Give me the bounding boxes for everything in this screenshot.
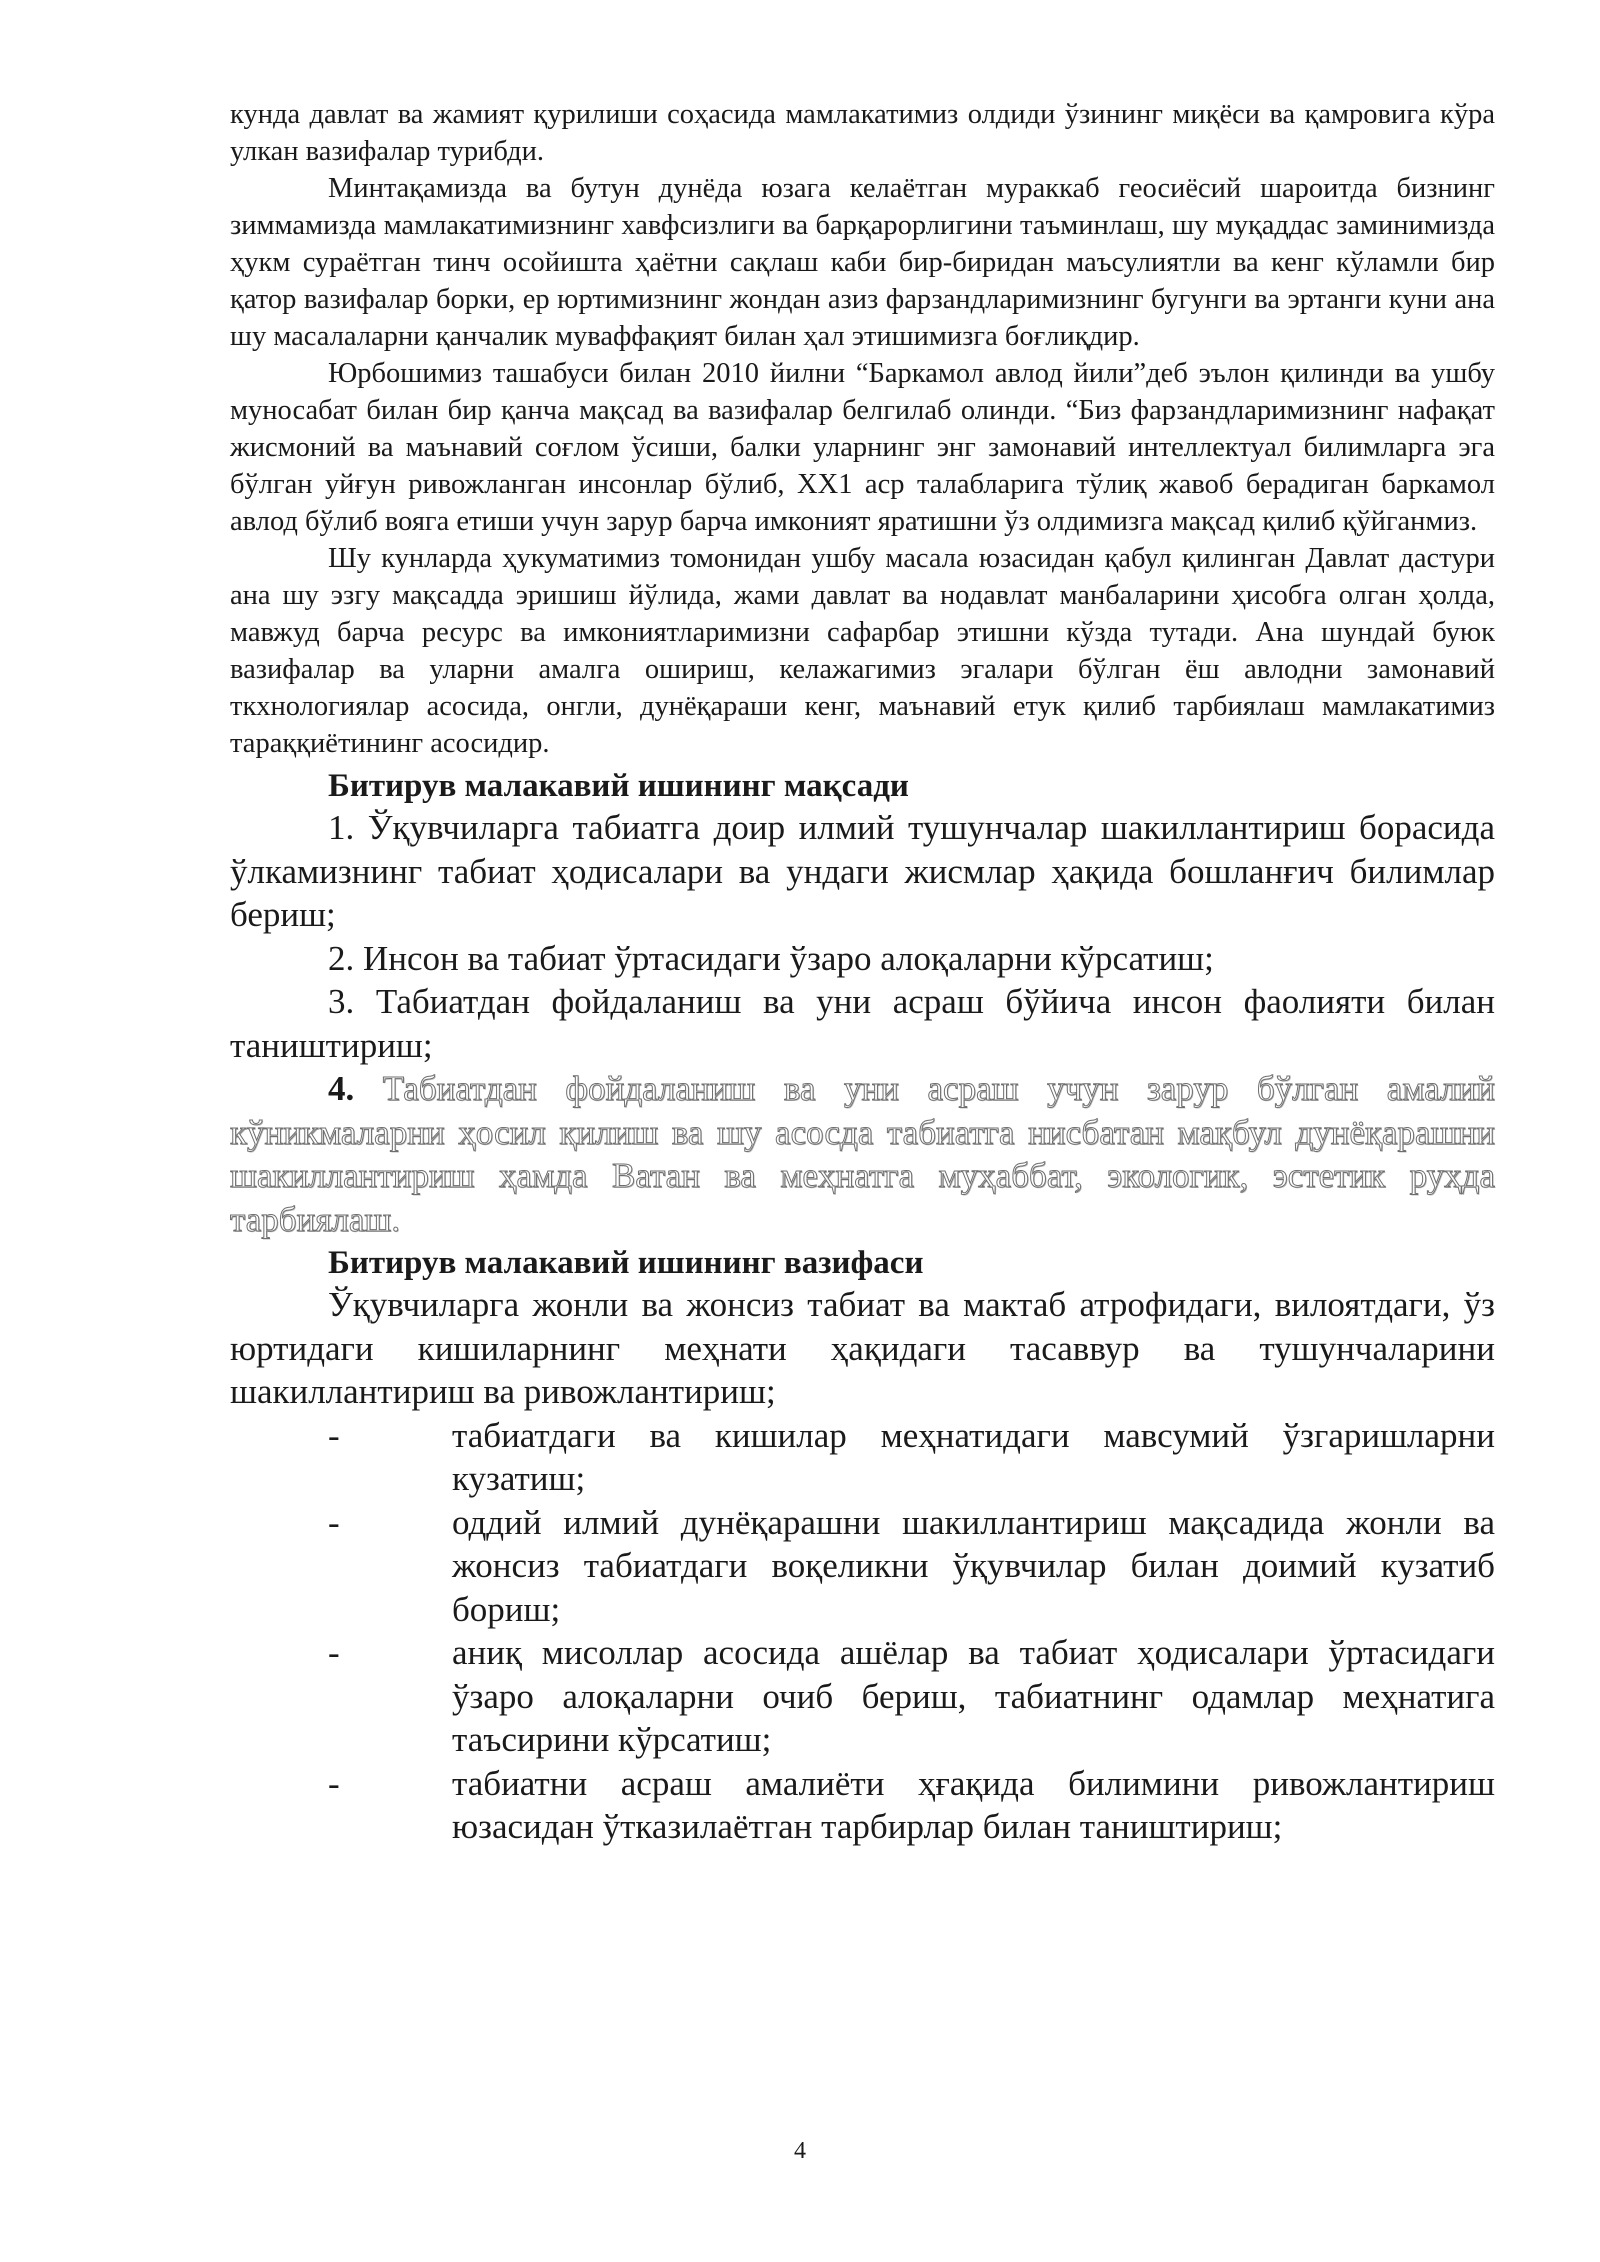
task-bullet-item bbox=[230, 1414, 1495, 1501]
task-bullet-list bbox=[230, 1414, 1495, 1849]
page-number: 4 bbox=[794, 2138, 806, 2164]
goal-item-3: 3. Табиатдан фойдаланиш ва уни асраш бўйича инсон фаолияти билан таништириш; bbox=[230, 982, 1495, 1065]
bullet-dash: - bbox=[328, 1633, 340, 1672]
goal-item-4-text: Табиатдан фойдаланиш ва уни асраш учун зарур бўлган амалий кўникмаларни ҳосил қилиш ва шу асосда табиатга нисбатан мақбул дунёқарашни шакиллантириш ҳамда Ватан ва меҳнатга муҳаббат, экологик, эстетик руҳда тарбиялаш. bbox=[230, 1069, 1495, 1239]
goal-heading: Битирув малакавий ишининг мақсади bbox=[328, 768, 909, 804]
task-bullet-text: табиатдаги ва кишилар меҳнатидаги мавсумий ўзгаришларни кузатиш; bbox=[452, 1415, 1495, 1498]
goal-item-2: 2. Инсон ва табиат ўртасидаги ўзаро алоқаларни кўрсатиш; bbox=[328, 938, 1214, 978]
bullet-dash: - bbox=[328, 1415, 340, 1455]
bullet-dash: - bbox=[328, 1763, 340, 1803]
task-intro: Ўқувчиларга жонли ва жонсиз табиат ва мактаб атрофидаги, вилоятдаги, ўз юртидаги кишиларнинг меҳнати ҳақидаги тасаввур ва тушунчаларини шакиллантириш ва ривожлантириш; bbox=[230, 1285, 1495, 1411]
task-bullet-item bbox=[230, 1762, 1495, 1849]
goal-item-4-number: 4. bbox=[328, 1069, 355, 1108]
body-paragraph-3: Юрбошимиз ташабуси билан 2010 йилни “Баркамол авлод йили”деб эълон қилинди ва ушбу муносабат билан бир қанча мақсад ва вазифалар белгилаб олинди. “Биз фарзандларимизнинг нафақат жисмоний ва маънавий соғлом ўсиши, балки уларнинг энг замонавий интеллектуал билимларга эга бўлган уйғун ривожланган инсонлар бўлиб, ХХ1 аср талабларига тўлиқ жавоб берадиган баркамол авлод бўлиб вояга етиши учун зарур барча имконият яратишни ўз олдимизга мақсад қилиб қўйганмиз. bbox=[230, 358, 1495, 537]
goal-item-4 bbox=[230, 1067, 1495, 1241]
task-bullet-text: табиатни асраш амалиёти ҳғақида билимини ривожлантириш юзасидан ўтказилаётган тарбирлар билан таништириш; bbox=[452, 1763, 1495, 1846]
task-bullet-text: оддий илмий дунёқарашни шакиллантириш мақсадида жонли ва жонсиз табиатдаги воқеликни ўқувчилар билан доимий кузатиб бориш; bbox=[452, 1502, 1495, 1629]
task-heading: Битирув малакавий ишининг вазифаси bbox=[328, 1245, 924, 1281]
body-paragraph-2: Минтақамизда ва бутун дунёда юзага келаётган мураккаб геосиёсий шароитда бизнинг зиммамизда мамлакатимизнинг хавфсизлиги ва барқарорлигини таъминлаш, шу муқаддас заминимизда ҳукм сураётган тинч осойишта ҳаётни сақлаш каби бир-биридан маъсулиятли ва кенг кўламли бир қатор вазифалар борки, ер юртимизнинг жондан азиз фарзандларимизнинг бугунги ва эртанги куни ана шу масалаларни қанчалик муваффақият билан ҳал этишимизга боғлиқдир. bbox=[230, 173, 1495, 352]
task-bullet-text: аниқ мисоллар асосида ашёлар ва табиат ҳодисалари ўртасидаги ўзаро алоқаларни очиб бериш, табиатнинг одамлар меҳнатига таъсирини кўрсатиш; bbox=[452, 1633, 1495, 1759]
task-bullet-item bbox=[230, 1631, 1495, 1762]
task-bullet-item bbox=[230, 1501, 1495, 1632]
body-paragraph-4: Шу кунларда ҳукуматимиз томонидан ушбу масала юзасидан қабул қилинган Давлат дастури ана шу эзгу мақсадда эришиш йўлида, жами давлат ва нодавлат манбаларини ҳисобга олган ҳолда, мавжуд барча ресурс ва имкониятларимизни сафарбар этишни кўзда тутади. Ана шундай буюк вазифалар ва уларни амалга ошириш, келажагимиз эгалари бўлган ёш авлодни замонавий ткхнологиялар асосида, онгли, дунёқараши кенг, маънавий етук қилиб тарбиялаш мамлакатимиз тараққиётининг асосидир. bbox=[230, 543, 1495, 759]
bullet-dash: - bbox=[328, 1502, 340, 1542]
document-page bbox=[230, 96, 1495, 1849]
goal-item-1: 1. Ўқувчиларга табиатга доир илмий тушунчалар шакиллантириш борасида ўлкамизнинг табиат ҳодисалари ва ундаги жисмлар ҳақида бошланғич билимлар бериш; bbox=[230, 808, 1495, 934]
body-paragraph-1: кунда давлат ва жамият қурилиши соҳасида мамлакатимиз олдиди ўзининг миқёси ва қамровига кўра улкан вазифалар турибди. bbox=[230, 99, 1495, 167]
